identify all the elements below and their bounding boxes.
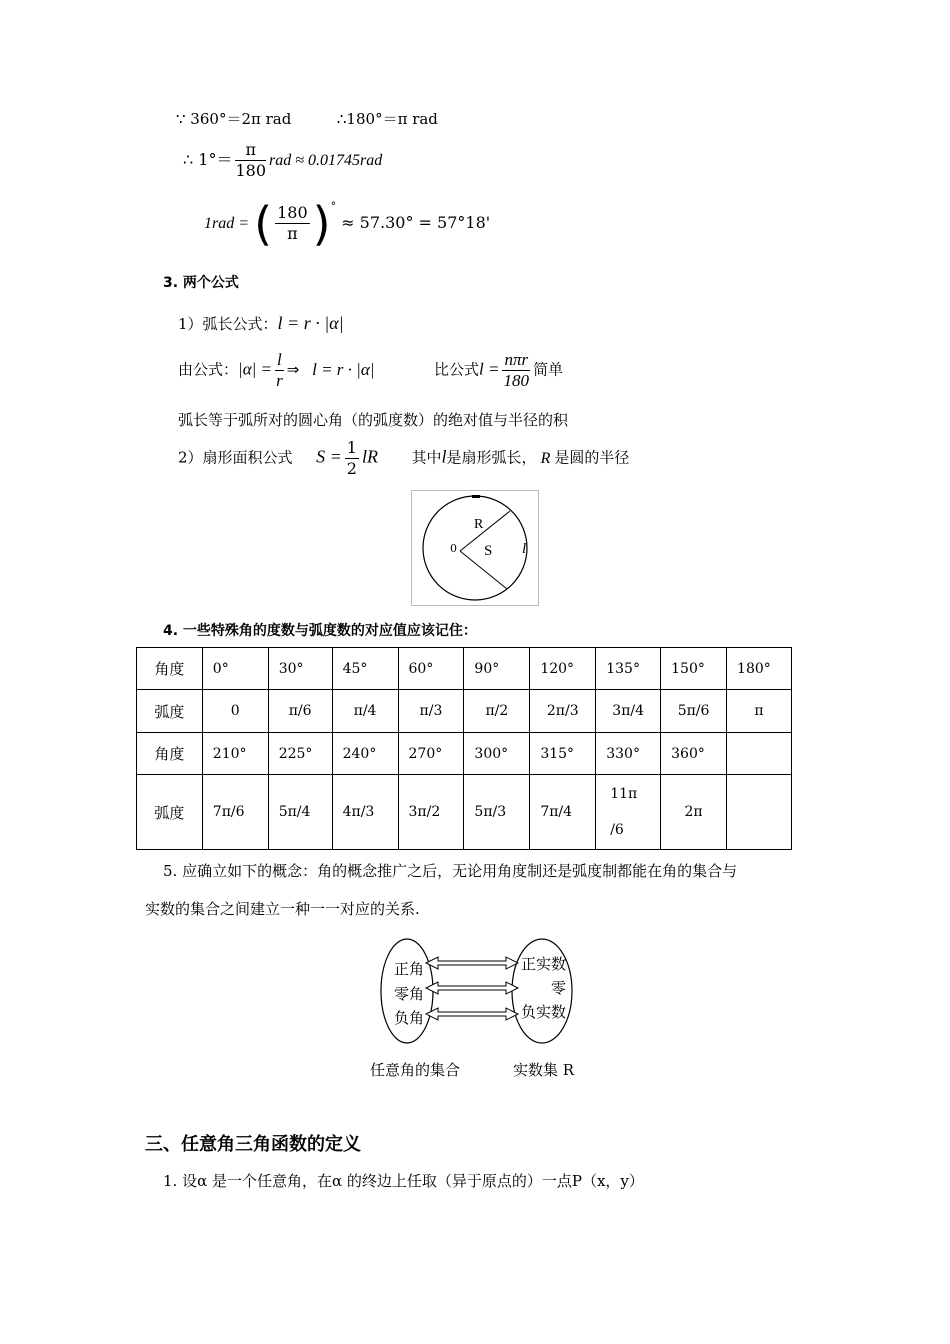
fraction-denominator: π bbox=[287, 224, 298, 243]
arc-label: l bbox=[522, 541, 527, 557]
section-5-line-2: 实数的集合之间建立一种一一对应的关系. bbox=[145, 900, 420, 918]
derived-formula-line bbox=[178, 350, 563, 391]
table-cell: π bbox=[727, 690, 792, 733]
radian-relation-line bbox=[176, 108, 438, 129]
table-cell: 2π bbox=[661, 775, 727, 850]
compare-label: 比公式 bbox=[434, 360, 480, 379]
fraction-numerator: 1 bbox=[346, 438, 357, 457]
arc-length-label: 1）弧长公式： bbox=[178, 315, 278, 333]
left-paren: ( bbox=[254, 196, 273, 251]
alpha-abs: |α| = bbox=[238, 359, 273, 379]
one-radian-value: ≈ 57.30° = 57°18' bbox=[341, 213, 491, 232]
mapping-diagram bbox=[380, 938, 580, 1044]
table-cell: 3π/2 bbox=[398, 775, 464, 850]
one-radian-prefix: 1rad = bbox=[204, 215, 250, 232]
fraction-denominator: 180 bbox=[503, 371, 530, 390]
right-set-item: 负实数 bbox=[521, 1003, 567, 1021]
fraction-denominator: 2 bbox=[346, 459, 357, 478]
right-set-caption: 实数集 R bbox=[513, 1061, 575, 1079]
sector-circle-svg bbox=[412, 491, 538, 605]
radius-label: R bbox=[474, 517, 484, 532]
table-cell: 7π/4 bbox=[530, 775, 596, 850]
definition-line-1: 1. 设α 是一个任意角，在α 的终边上任取（异于原点的）一点P（x，y） bbox=[163, 1172, 644, 1190]
implies-arrow: ⇒ bbox=[286, 360, 300, 379]
right-set-item: 零 bbox=[551, 979, 567, 997]
one-degree-prefix: ∴ 1°＝ bbox=[183, 150, 233, 169]
derived-label: 由公式： bbox=[178, 360, 239, 379]
arc-length-explanation: 弧长等于弧所对的圆心角（的弧度数）的绝对值与半径的积 bbox=[178, 411, 569, 429]
fraction-numerator: 180 bbox=[277, 203, 308, 222]
left-set-item: 负角 bbox=[394, 1009, 425, 1027]
table-cell bbox=[727, 733, 792, 775]
section-3-title: 3. 两个公式 bbox=[163, 275, 239, 291]
row-header: 角度 bbox=[137, 648, 203, 690]
table-cell bbox=[727, 775, 792, 850]
table-cell: 3π/4 bbox=[596, 690, 661, 733]
relation-180: ∴180°＝π rad bbox=[336, 110, 438, 128]
sector-circle-figure bbox=[411, 490, 539, 606]
table-cell: 0 bbox=[202, 690, 268, 733]
sector-S: S = bbox=[316, 446, 342, 467]
row-header: 弧度 bbox=[137, 690, 203, 733]
table-cell: 4π/3 bbox=[332, 775, 398, 850]
R-symbol: R bbox=[540, 449, 551, 467]
section-5-line-1: 5. 应确立如下的概念：角的概念推广之后，无论用角度制还是弧度制都能在角的集合与 bbox=[163, 862, 738, 880]
table-cell: π/3 bbox=[398, 690, 464, 733]
row-header: 弧度 bbox=[137, 775, 203, 850]
table-cell: 210° bbox=[202, 733, 268, 775]
table-cell: 330° bbox=[596, 733, 661, 775]
area-label: S bbox=[484, 543, 493, 559]
fraction-denominator: r bbox=[276, 371, 283, 390]
table-cell: 60° bbox=[398, 648, 464, 690]
fraction-numerator: π bbox=[235, 140, 266, 161]
table-cell: 11π /6 bbox=[596, 775, 661, 850]
section-three-heading: 三、任意角三角函数的定义 bbox=[145, 1134, 361, 1155]
table-cell: 7π/6 bbox=[202, 775, 268, 850]
right-set-item: 正实数 bbox=[521, 955, 567, 973]
relation-360: ∵ 360°＝2π rad bbox=[176, 110, 292, 128]
table-cell: π/2 bbox=[464, 690, 530, 733]
table-cell: π/6 bbox=[268, 690, 332, 733]
table-cell: 180° bbox=[727, 648, 792, 690]
table-cell: 240° bbox=[332, 733, 398, 775]
table-cell: 5π/4 bbox=[268, 775, 332, 850]
angle-radian-table bbox=[136, 647, 792, 850]
one-degree-value: rad ≈ 0.01745rad bbox=[269, 152, 383, 169]
fraction-numerator: l bbox=[277, 350, 282, 369]
table-row bbox=[137, 733, 792, 775]
l-over-r-fraction bbox=[275, 350, 284, 391]
degree-mark: ° bbox=[330, 200, 337, 213]
where-label: 其中 bbox=[411, 448, 442, 467]
table-cell: 0° bbox=[202, 648, 268, 690]
table-row bbox=[137, 775, 792, 850]
npr-over-180-fraction bbox=[502, 350, 530, 391]
arc-length-result: l = r · |α| bbox=[312, 359, 375, 379]
R-description: 是圆的半径 bbox=[554, 448, 630, 467]
section-4-title: 4. 一些特殊角的度数与弧度数的对应值应该记住： bbox=[163, 623, 477, 639]
table-cell: 270° bbox=[398, 733, 464, 775]
one-half-fraction bbox=[345, 438, 359, 479]
table-cell: 45° bbox=[332, 648, 398, 690]
left-set-caption: 任意角的集合 bbox=[370, 1061, 461, 1079]
one-degree-formula bbox=[183, 140, 382, 181]
table-cell: 30° bbox=[268, 648, 332, 690]
table-row bbox=[137, 648, 792, 690]
table-row bbox=[137, 690, 792, 733]
sector-lR: lR bbox=[361, 446, 378, 467]
one-radian-formula bbox=[204, 196, 491, 251]
left-set-item: 正角 bbox=[394, 960, 425, 978]
left-set-item: 零角 bbox=[394, 985, 425, 1003]
fraction-numerator: nπr bbox=[504, 350, 529, 369]
fraction-denominator: 180 bbox=[235, 161, 266, 180]
table-cell: 5π/6 bbox=[661, 690, 727, 733]
row-header: 角度 bbox=[137, 733, 203, 775]
pi-over-180-fraction bbox=[235, 140, 266, 181]
table-cell: 300° bbox=[464, 733, 530, 775]
table-cell: 120° bbox=[530, 648, 596, 690]
table-cell: 5π/3 bbox=[464, 775, 530, 850]
arc-length-formula bbox=[178, 313, 344, 334]
compare-l: l = bbox=[479, 359, 500, 379]
table-cell: 360° bbox=[661, 733, 727, 775]
table-cell: 315° bbox=[530, 733, 596, 775]
table-cell: 90° bbox=[464, 648, 530, 690]
table-cell: 2π/3 bbox=[530, 690, 596, 733]
origin-label: 0 bbox=[450, 542, 457, 555]
right-paren: ) bbox=[312, 196, 331, 251]
l-symbol: l bbox=[441, 446, 447, 467]
table-cell: 225° bbox=[268, 733, 332, 775]
table-cell: 150° bbox=[661, 648, 727, 690]
arc-length-expression: l = r · |α| bbox=[277, 313, 344, 333]
sector-area-label: 2）扇形面积公式 bbox=[178, 448, 293, 467]
table-cell: π/4 bbox=[332, 690, 398, 733]
l-description: 是扇形弧长， bbox=[446, 448, 537, 467]
180-over-pi-fraction bbox=[275, 203, 310, 244]
table-cell: 135° bbox=[596, 648, 661, 690]
simple-label: 简单 bbox=[533, 360, 564, 379]
sector-area-formula bbox=[178, 438, 629, 479]
